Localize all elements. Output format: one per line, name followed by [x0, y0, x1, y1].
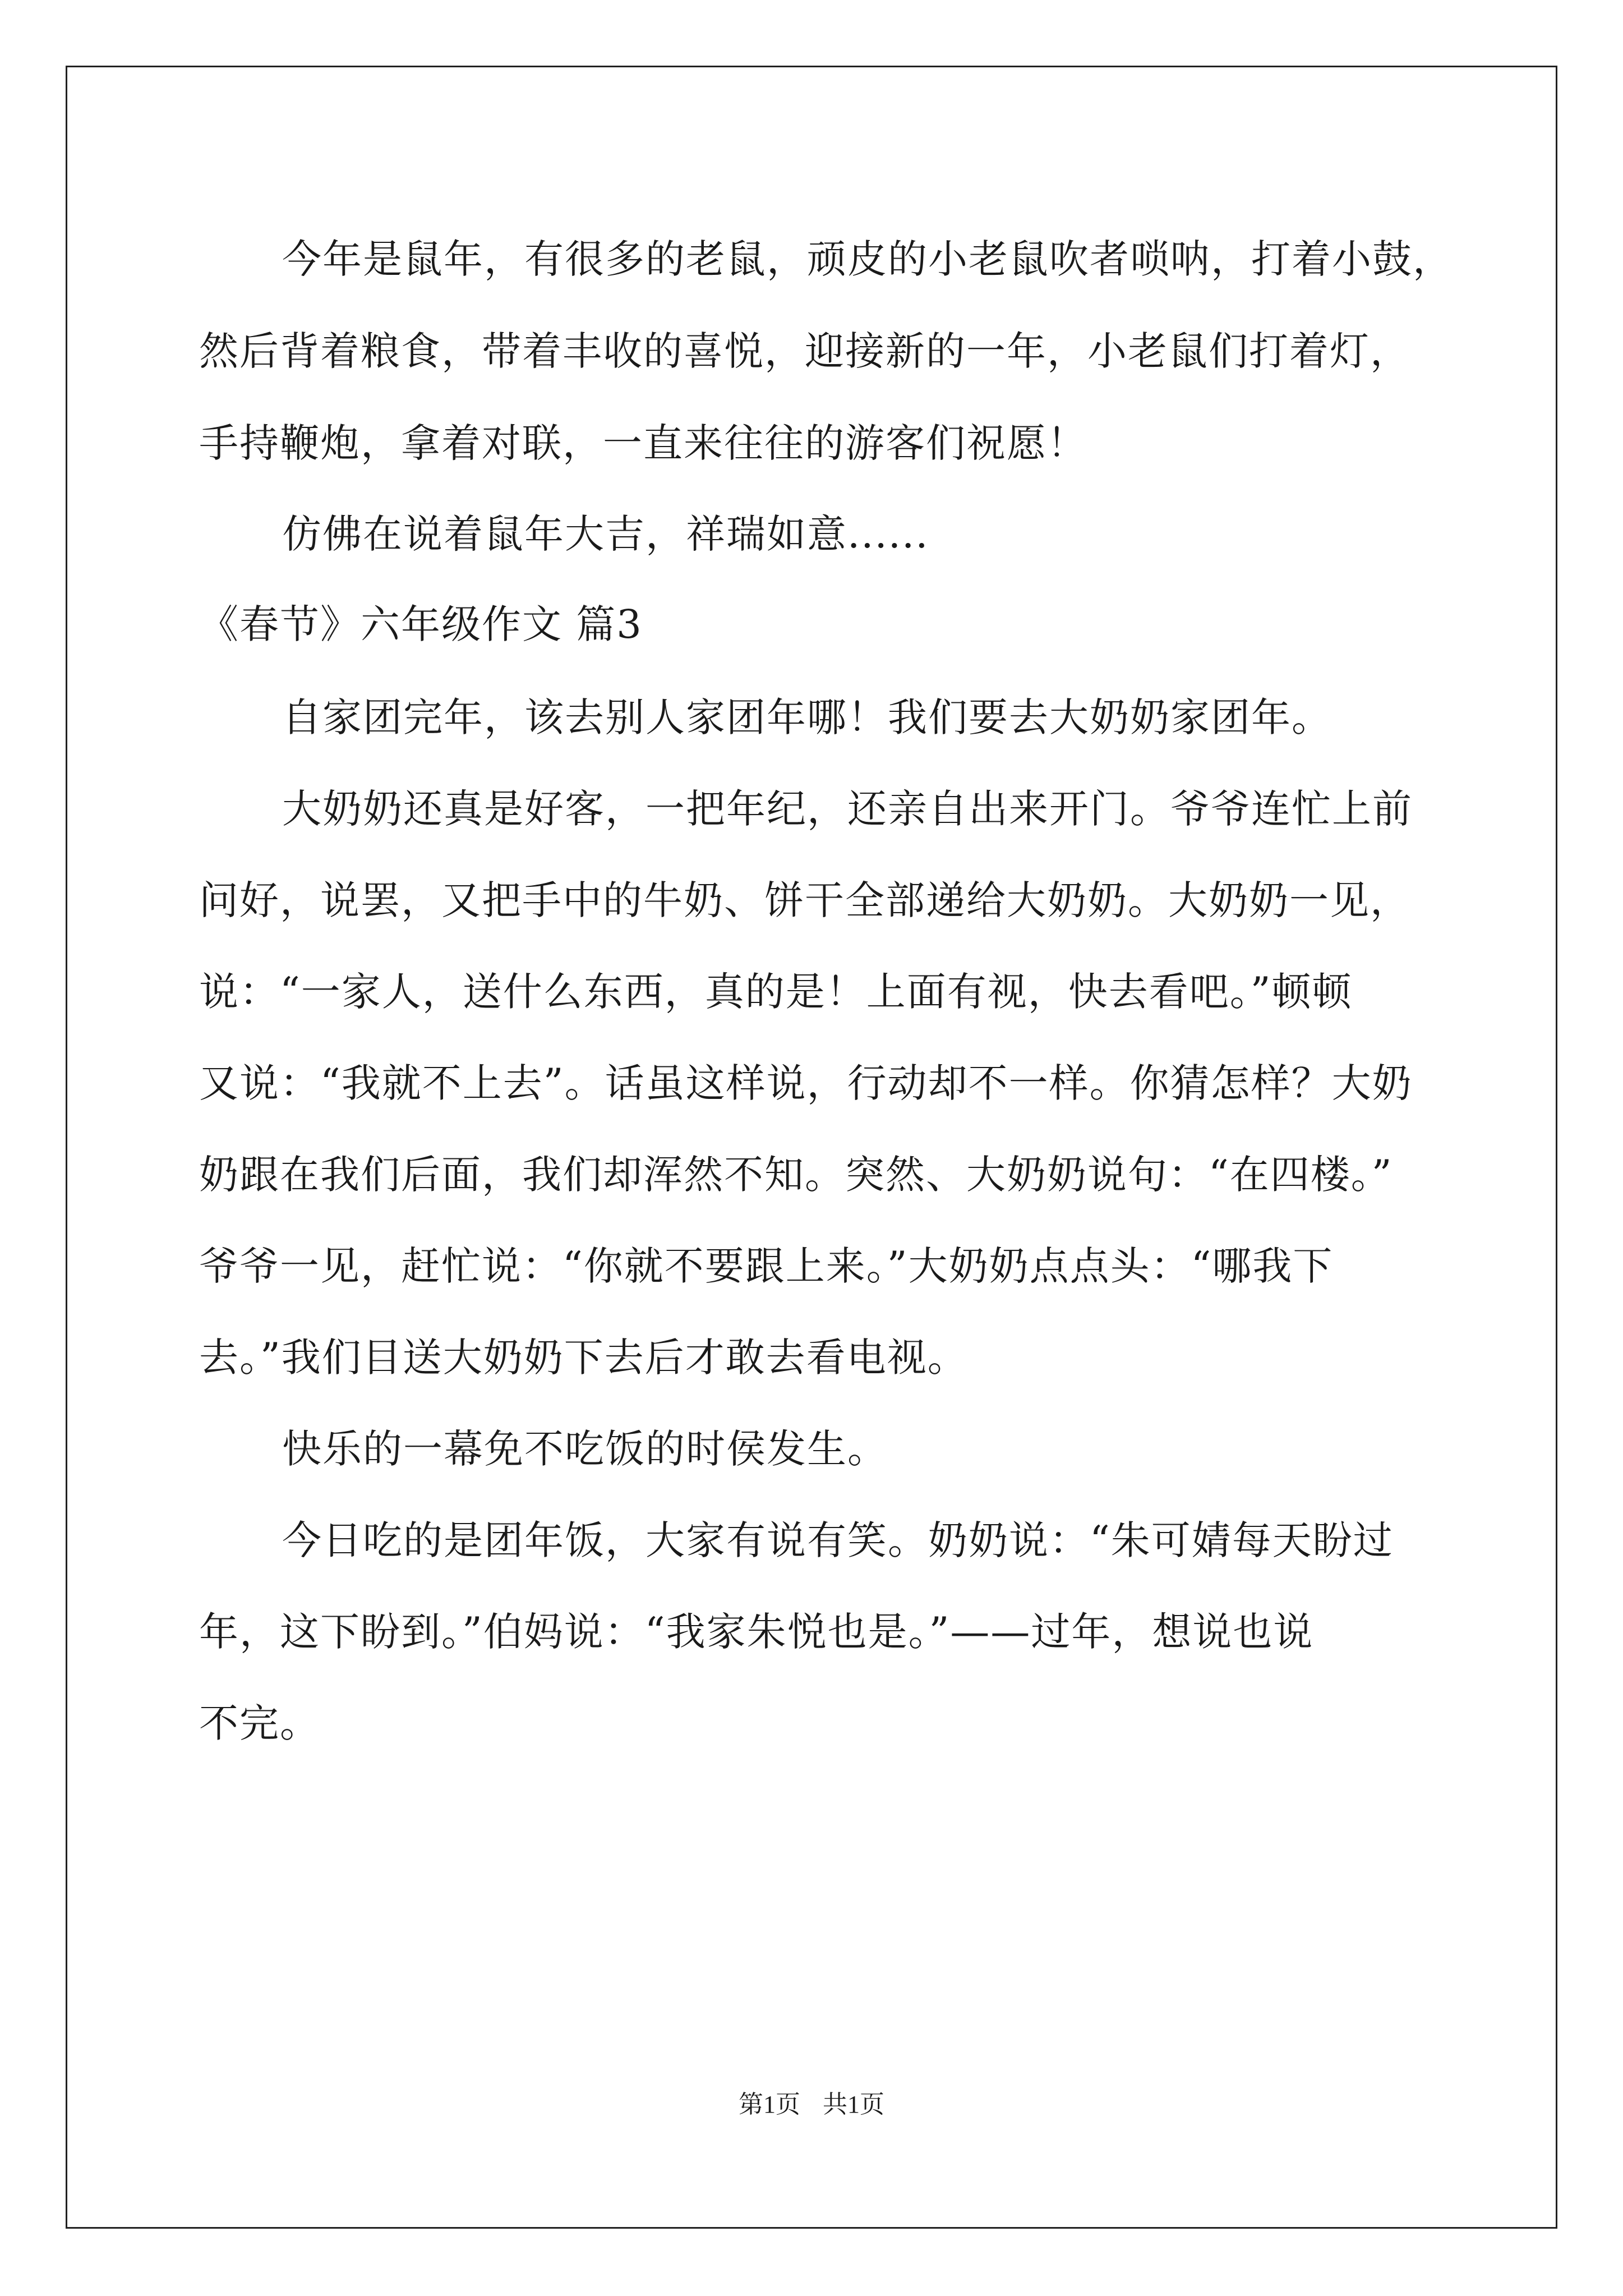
paragraph-line: 今年是鼠年，有很多的老鼠，顽皮的小老鼠吹者唢呐，打着小鼓，	[282, 236, 1453, 282]
paragraph-line: 问好，说罢，又把手中的牛奶、饼干全部递给大奶奶。大奶奶一见，	[199, 877, 1410, 923]
paragraph-line: 又说：“我就不上去”。话虽这样说，行动却不一样。你猜怎样？大奶	[199, 1060, 1413, 1106]
paragraph-line: 不完。	[199, 1700, 320, 1746]
paragraph-line: 去。”我们目送大奶奶下去后才敢去看电视。	[199, 1335, 968, 1381]
paragraph-line: 爷爷一见，赶忙说：“你就不要跟上来。”大奶奶点点头：“哪我下	[199, 1243, 1334, 1289]
page-footer	[0, 2088, 1623, 2122]
paragraph-line: 快乐的一幕免不吃饭的时侯发生。	[282, 1426, 888, 1472]
paragraph-line: 手持鞭炮，拿着对联，一直来往往的游客们祝愿！	[199, 420, 1087, 466]
paragraph-line: 说：“一家人，送什么东西，真的是！上面有视，快去看吧。”顿顿	[199, 969, 1353, 1015]
page-number-total: 共1页	[823, 2091, 884, 2118]
paragraph-line: 奶跟在我们后面，我们却浑然不知。突然、大奶奶说句：“在四楼。”	[199, 1152, 1393, 1198]
page-number-current: 第1页	[739, 2091, 800, 2118]
paragraph-line: 大奶奶还真是好客，一把年纪，还亲自出来开门。爷爷连忙上前	[282, 786, 1413, 832]
paragraph-line: 今日吃的是团年饭，大家有说有笑。奶奶说：“朱可婧每天盼过	[282, 1517, 1394, 1563]
section-title: 《春节》六年级作文 篇3	[199, 601, 643, 647]
paragraph-line: 自家团完年，该去别人家团年哪！我们要去大奶奶家团年。	[282, 694, 1332, 740]
paragraph-line: 年，这下盼到。”伯妈说：“我家朱悦也是。”——过年，想说也说	[199, 1609, 1314, 1655]
paragraph-line: 仿佛在说着鼠年大吉，祥瑞如意......	[282, 511, 929, 557]
paragraph-line: 然后背着粮食，带着丰收的喜悦，迎接新的一年，小老鼠们打着灯，	[199, 328, 1410, 374]
